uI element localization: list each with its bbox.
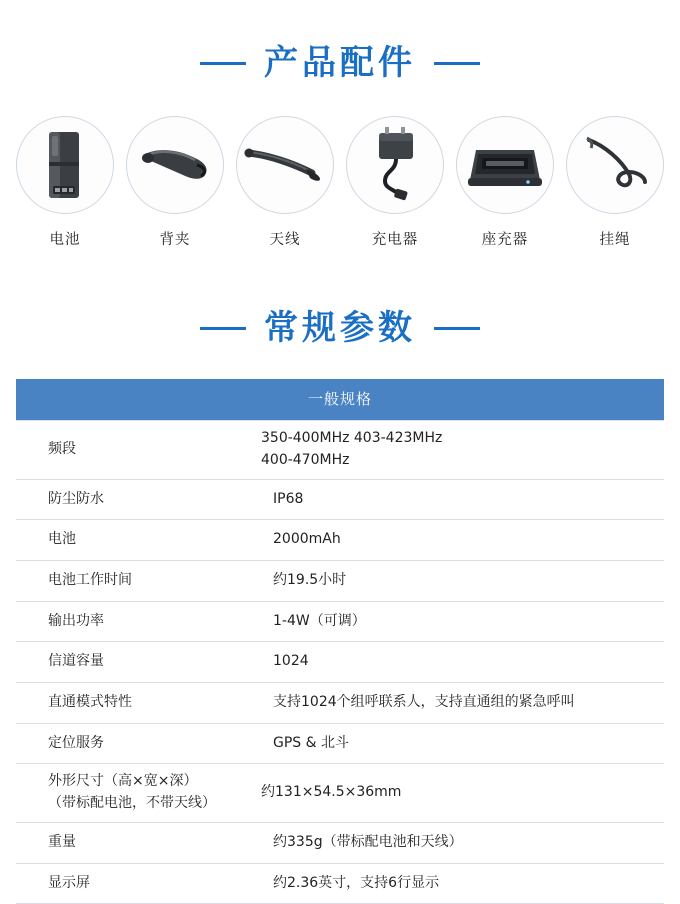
row-key: 防尘防水 bbox=[16, 479, 261, 520]
row-key bbox=[16, 764, 261, 822]
table-row bbox=[16, 520, 664, 561]
table-row bbox=[16, 561, 664, 602]
table-row bbox=[16, 764, 664, 822]
table-row bbox=[16, 863, 664, 904]
table-header-row bbox=[16, 379, 664, 421]
table-row bbox=[16, 479, 664, 520]
row-key-line1: 外形尺寸（高×宽×深） bbox=[48, 773, 198, 790]
table-row bbox=[16, 601, 664, 642]
heading-rule-left bbox=[200, 327, 246, 330]
row-key: 定位服务 bbox=[16, 723, 261, 764]
accessory-thumb bbox=[346, 116, 444, 214]
accessory-item-lanyard bbox=[566, 116, 664, 249]
accessory-item-belt-clip bbox=[126, 116, 224, 249]
power-adapter-icon bbox=[355, 127, 435, 203]
row-key: 直通模式特性 bbox=[16, 683, 261, 724]
accessory-label: 背夹 bbox=[159, 232, 191, 248]
accessories-section-heading bbox=[0, 43, 680, 83]
row-key: 信道容量 bbox=[16, 642, 261, 683]
row-value: 约335g（带标配电池和天线） bbox=[261, 822, 664, 863]
accessory-thumb bbox=[16, 116, 114, 214]
accessory-item-antenna bbox=[236, 116, 334, 249]
row-value: 1024 bbox=[261, 642, 664, 683]
accessory-item-charger bbox=[346, 116, 444, 249]
accessory-item-dock bbox=[456, 116, 554, 249]
row-value: 约19.5小时 bbox=[261, 561, 664, 602]
row-value: GPS & 北斗 bbox=[261, 723, 664, 764]
accessory-thumb bbox=[566, 116, 664, 214]
row-value: IP68 bbox=[261, 479, 664, 520]
accessory-thumb bbox=[236, 116, 334, 214]
row-value bbox=[261, 421, 664, 479]
row-value: 2000mAh bbox=[261, 520, 664, 561]
row-value: 约131×54.5×36mm bbox=[261, 764, 664, 822]
row-key: 电池工作时间 bbox=[16, 561, 261, 602]
table-row bbox=[16, 723, 664, 764]
row-key-line2: （带标配电池，不带天线） bbox=[48, 795, 216, 812]
row-value: 约2.36英寸，支持6行显示 bbox=[261, 863, 664, 904]
heading-rule-right bbox=[434, 62, 480, 65]
heading-rule-right bbox=[434, 327, 480, 330]
heading-rule-left bbox=[200, 62, 246, 65]
accessory-label: 充电器 bbox=[371, 232, 419, 248]
accessory-label: 挂绳 bbox=[599, 232, 631, 248]
parameters-section-heading bbox=[0, 308, 680, 348]
row-value-line2: 400-470MHz bbox=[261, 451, 350, 468]
table-row bbox=[16, 683, 664, 724]
antenna-icon bbox=[242, 135, 328, 195]
accessory-thumb bbox=[456, 116, 554, 214]
table-header-label: 一般规格 bbox=[16, 379, 664, 421]
row-value-line1: 350-400MHz 403-423MHz bbox=[261, 430, 443, 447]
accessory-label: 天线 bbox=[269, 232, 301, 248]
accessory-label: 座充器 bbox=[481, 232, 529, 248]
row-key: 显示屏 bbox=[16, 863, 261, 904]
row-key: 电池 bbox=[16, 520, 261, 561]
accessory-thumb bbox=[126, 116, 224, 214]
charging-dock-icon bbox=[464, 134, 546, 196]
row-value: 支持1024个组呼联系人，支持直通组的紧急呼叫 bbox=[261, 683, 664, 724]
accessory-label: 电池 bbox=[49, 232, 81, 248]
accessories-title: 产品配件 bbox=[264, 43, 416, 83]
accessories-list bbox=[0, 116, 680, 249]
belt-clip-icon bbox=[135, 135, 215, 195]
row-value: 1-4W（可调） bbox=[261, 601, 664, 642]
specification-table bbox=[16, 379, 664, 904]
page-root bbox=[0, 43, 680, 891]
table-row bbox=[16, 421, 664, 479]
parameters-title: 常规参数 bbox=[264, 308, 416, 348]
row-key: 输出功率 bbox=[16, 601, 261, 642]
accessory-item-battery bbox=[16, 116, 114, 249]
row-key: 频段 bbox=[16, 421, 261, 479]
table-row bbox=[16, 642, 664, 683]
lanyard-icon bbox=[575, 130, 655, 200]
table-row bbox=[16, 822, 664, 863]
battery-pack-icon bbox=[35, 128, 95, 202]
row-key: 重量 bbox=[16, 822, 261, 863]
